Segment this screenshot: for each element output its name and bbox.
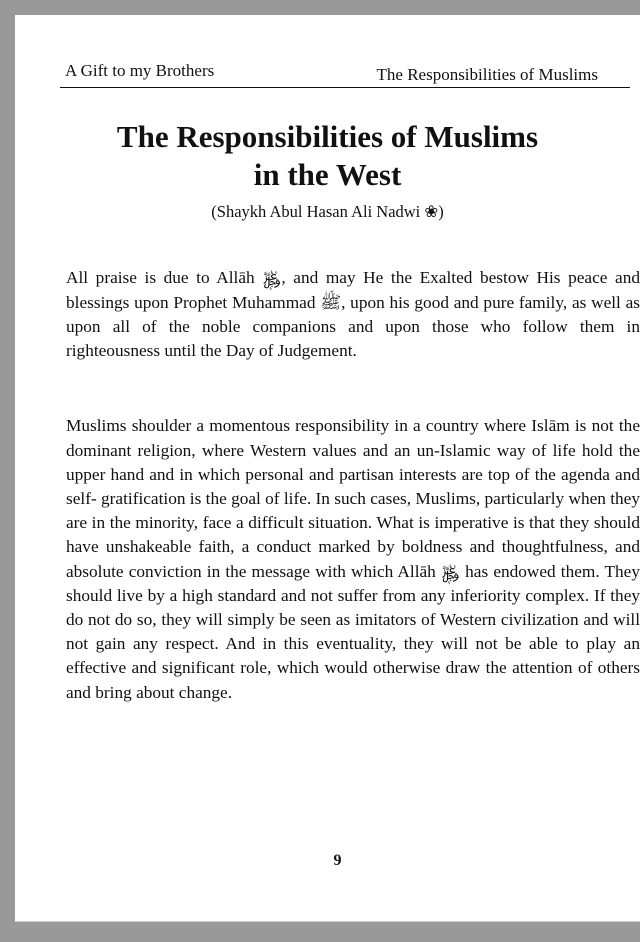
article-title-line-1: The Responsibilities of Muslims	[116, 119, 539, 154]
header-rule	[60, 87, 630, 88]
paragraph-2: Muslims shoulder a momentous responsibility in a country where Islām is not the dominant religion, where Western values and an un-Islamic way of life hold the upper hand and in which personal and partisan interests are top of the agenda and self- gratification is the goal of life. In such cases, Muslims, particularly when they are in the minority, face a difficult situation. What is imperative is that they should have unshakeable faith, a conduct marked by boldness and thoughtfulness, and absolute conviction in the message with which Allāh ﷿ has endowed them. They should live by a high standard and not suffer from any inferiority complex. If they do not do so, they will simply be seen as imitators of Western civilization and will not gain any respect. And in this eventuality, they will not be able to play an effective and significant role, which would otherwise draw the attention of others and bring about change.	[66, 416, 640, 702]
document-page	[15, 15, 640, 921]
paragraph-1: All praise is due to Allāh ﷿, and may He the Exalted bestow His peace and blessings upon Prophet Muhammad ﷺ, upon his good and pure family, as well as upon all of the noble companions and upon those who follow them in righteousness until the Day of Judgement.	[66, 268, 640, 360]
page-number: 9	[333, 852, 342, 869]
running-header-book-title: A Gift to my Brothers	[65, 61, 215, 80]
article-title-line-2: in the West	[253, 157, 402, 192]
running-header-chapter-title: The Responsibilities of Muslims	[376, 65, 598, 84]
article-title	[15, 118, 640, 194]
article-author: (Shaykh Abul Hasan Ali Nadwi ❀)	[211, 202, 444, 221]
